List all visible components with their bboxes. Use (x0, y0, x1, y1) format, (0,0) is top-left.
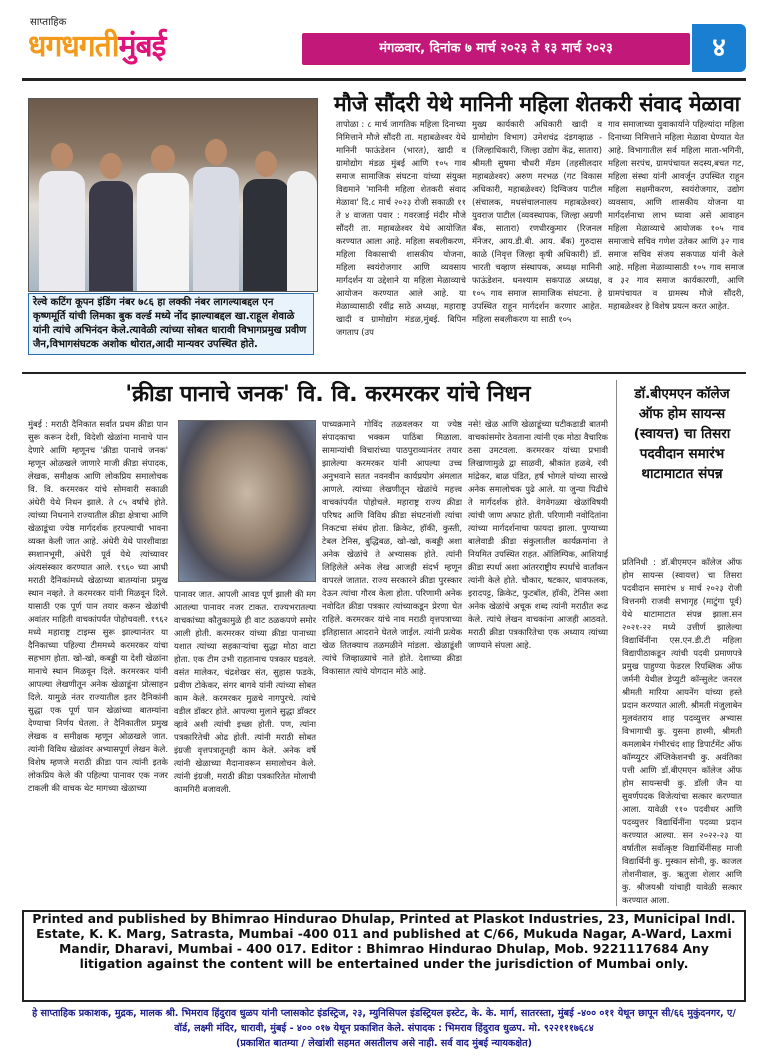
issue-date-bar: मंगळवार, दिनांक ७ मार्च २०२३ ते १३ मार्च २०२३ (302, 33, 690, 65)
article1-headline: मौजे सौंदरी येथे मानिनी महिला शेतकरी संवाद मेळावा (333, 92, 741, 116)
article2-column-4: नसे! खेळ आणि खेळाडूंच्या घटीकडाडी बातमी वाचकांसमोर ठेवताना त्यांनी एक मोठा वैचारिक ठसा उमटवला. करमरकर यांच्या प्रभावी लिखाणामुळे द्वा साळवी, श्रीकांत हळबे, रवी मांद्रेकर, बाळ पंडित, हर्ष भोगले यांच्या सारखे अनेक समालोचक पुढे आले. या जुन्या पिढीचे ते मार्गदर्शक होते. वेगवेगळ्या खेळांविषयी त्यांची जाण अफाट होती. परिणामी नवोदितांना त्यांच्या मार्गदर्शनाचा फायदा झाला. पुण्याच्या बालेवाडी क्रीडा संकुलातील कार्यक्रमांना ते नियमित उपस्थित राहत. ऑलिम्पिक, आशियाई क्रीडा स्पर्धा अशा आंतरराष्ट्रीय स्पर्धांचे वार्तांकन त्यांनी केले होते. चौकार, षटकार, धावफलक, इरादपट्ट, क्रिकेट, फुटबॉल, हॉकी, टेनिस अशा अनेक खेळांचे अचूक शब्द त्यांनी मराठीत रूढ केले. त्यांचे लेखन वाचकांना आजही आठवते. मराठी क्रीडा पत्रकारितेचा एक अध्याय त्यांच्या जाण्याने संपला आहे. (468, 419, 608, 650)
header-divider (22, 78, 746, 81)
column-divider (616, 380, 617, 906)
imprint-marathi: हे साप्ताहिक प्रकाशक, मुद्रक, मालक श्री. भिमराव हिंदुराव धुळप यांनी प्लासकोट इंडस्ट्रिज, २३, म्युनिसिपल इंडस्ट्रियल इस्टेट, के. के. मार्ग, सातरस्ता, मुंबई -४०० ०११ येथून छापून सी/६६ मुकुंदनगर, ए/ वॉर्ड, लक्ष्मी मंदिर, धारावी, मुंबई - ४०० ०१७ येथून प्रकाशित केले. संपादक : भिमराव हिंदुराव धुळप. मो. ९२२१११७६८४ (32, 1008, 736, 1034)
article2-headline: 'क्रीडा पानाचे जनक' वि. वि. करमरकर यांचे निधन (125, 382, 531, 407)
article3-headline: डॉ.बीएमएन कॉलेज ऑफ होम सायन्स (स्वायत्त) चा तिसरा पदवीदान समारंभ थाटामाटात संपन्न (633, 386, 731, 482)
masthead-city: मुंबई (118, 29, 166, 64)
masthead-title (28, 24, 165, 65)
masthead-weekly-label: साप्ताहिक (30, 17, 67, 28)
article2-column-1: मुंबई : मराठी दैनिकात सर्वात प्रथम क्रीडा पान सुरू करून देशी, विदेशी खेळांना मानाचे पान देणारे आणि म्हणूनच 'क्रीडा पानाचे जनक' म्हणून ओळखले जाणारे माजी क्रीडा संपादक, लेखक, समीक्षक आणि लोकप्रिय समालोचक वि. वि. करमरकर यांचे सोमवारी सकाळी अंधेरी येथे निधन झाले. ते ८५ वर्षांचे होते. त्यांच्या निधनाने राज्यातील क्रीडा क्षेत्राचा आणि खेळाडूंचा ज्येष्ठ मार्गदर्शक हरपल्याची भावना व्यक्त केली जात आहे. अंधेरी येथे पारशीवाडा स्मशानभूमी, अंधेरी पूर्व येथे त्यांच्यावर अंत्यसंस्कार करण्यात आले. १९६० च्या आधी मराठी दैनिकांमध्ये खेळाच्या बातम्यांना प्रमुख स्थान नव्हते. ते करमरकर यांनी मिळवून दिले. यासाठी एक पूर्ण पान तयार करून खेळांची अवांतर माहिती वाचकांपर्यंत पोहोचवली. १९६२ मध्ये महाराष्ट्र टाइम्स सुरू झाल्यानंतर या दैनिकाच्या पहिल्या टीममध्ये करमरकर यांचा सहभाग होता. खो-खो, कबड्डी या देशी खेळांना मानाचे स्थान मिळवून दिले. करमरकर यांनी आपल्या लेखणीतून अनेक खेळाडूंना प्रोत्साहन दिले. यामुळे नंतर राज्यातील इतर दैनिकांनी सुद्धा एक पूर्ण पान खेळांच्या बातम्यांना देण्याचा निर्णय घेतला. ते दैनिकातील प्रमुख लेखक व समीक्षक म्हणून ओळखले जात. त्यांनी विविध खेळांवर अभ्यासपूर्ण लेखन केले. विशेष म्हणजे मराठी क्रीडा पान त्यांनी इतके लोकप्रिय केले की पहिल्या पानावर एक नजर टाकली की वाचक थेट मागच्या खेळाच्या (28, 419, 168, 793)
article2-portrait-photo (178, 420, 316, 582)
article1-column-2: मुख्य कार्यकारी अधिकारी खादी व ग्रामोद्योग विभाग) उमेशचंद्र दंडगव्हाळ - (जिल्हाधिकारी, जिल्हा उद्योग केंद्र, सातारा) श्रीमती सुषमा चौधरी मॅडम (तहसीलदार महाबळेश्वर) अरुण मरभळ (गट विकास अधिकारी, महाबळेश्वर) दिग्विजय पाटील (संचालक, मधसंचालनालय महाबळेश्वर) युवराज पाटील (व्यवस्थापक, जिल्हा अग्रणी बँक, सातारा) रणधीरकुमार (रिजनल मॅनेजर, आय.डी.बी. आय. बँक) गुरुदास काळे (निवृत्त जिल्हा कृषी अधिकारी) डॉ. भारती चव्हाण संस्थापक, अध्यक्ष मानिनी फाऊंडेशन. धनश्याम सकपाळ अध्यक्ष, १०५ गाव समाज सामाजिक संघटना. हे उपस्थित राहून मार्गदर्शन करणार आहेत. महिला सबलीकरण या साठी १०५ (472, 119, 602, 324)
section-divider (22, 372, 746, 374)
article1-column-1: तापोळा : ८ मार्च जागतिक महिला दिनाच्या निमित्ताने मौजे सौंदरी ता. महाबळेश्वर येथे मानिनी फाऊंडेशन (भारत), खादी व ग्रामोद्योग मंडळ मुंबई आणि १०५ गाव समाज सामाजिक संघटना यांच्या संयुक्त विद्यमाने 'मानिनी महिला शेतकरी संवाद मेळावा' दि.८ मार्च २०२३ रोजी सकाळी ११ ते ४ वाजता पवार : गवरजाई मंदीर मौजे सौंदरी ता. महाबळेश्वर येथे आयोजित करण्यात आला आहे. महिला सबलीकरण, महिला विकासाची शासकीय योजना, महिला स्वयंरोजगार आणि व्यवसाय मार्गदर्शन या उद्देशाने या महिला मेळाव्याचे आयोजन करण्यात आले आहे. या मेळाव्यासाठी रवींद्र साठे अध्यक्ष, महाराष्ट्र खादी व ग्रामोद्योग मंडळ,मुंबई. बिपिन जगताप (उप (336, 119, 466, 337)
page-number: ४ (692, 24, 746, 72)
article1-photo (28, 98, 318, 292)
article2-column-2: पानावर जात. आपली आवड पूर्ण झाली की मग आतल्या पानावर नजर टाकत. राज्यभरातल्या वाचकांच्या कौतुकामुळे ही वाट ठळकपणे समोर आली होती. करमरकर यांच्या क्रीडा पानाच्या यशात त्यांच्या सहकाऱ्यांचा सुद्धा मोठा वाटा होता. एक टीम उभी राहतानाच पत्रकार घडवले. वसंत मालेकर, चंद्रशेखर संत, सुहास फडके, प्रवीण टोकेकर, संगर बागवे यांनी त्यांच्या सोबत काम केले. करमरकर मुळचे नागपुरचे. त्यांचे वडील डॉक्टर होते. आपल्या मुलाने सुद्धा डॉक्टर व्हावे अशी त्यांची इच्छा होती. पण, त्यांना पत्रकारितेची ओढ होती. त्यांनी मराठी सोबत इंग्रजी वृत्तपत्रातूनही काम केले. अनेक वर्षे त्यांनी खेळाच्या मैदानावरून समालोचन केले. त्यांनी इंग्रजी, मराठी क्रीडा पत्रकारितेत मोलाची कामगिरी बजावली. (174, 589, 316, 794)
article1-column-3: गाव समाजाच्या युवाकार्याने पहिल्यांदा महिला दिनाच्या निमित्ताने महिला मेळावा घेण्यात येत आहे. विभागातील सर्व महिला माता-भगिनी, महिला सरपंच, ग्रामपंचायत सदस्य,बचत गट, महिला संस्था यांनी आवर्जून उपस्थित राहून महिला सक्षमीकरण, स्वयंरोजगार, उद्योग व्यवसाय, आणि शासकीय योजना या मार्गदर्शनाचा लाभ घ्यावा असे आवाहन महिला मेळाव्याचे आयोजक १०५ गाव समाजाचे सचिव गणेश उतेकर आणि ३२ गाव समाज सचिव संजय सकपाळ यांनी केले आहे. महिला मेळाव्यासाठी १०५ गाव समाज व ३२ गाव समाज कार्यकारणी, आणि ग्रामपंचायत व ग्रामस्थ मौजे सौंदरी, महाबळेश्वर हे विशेष प्रयत्न करत आहेत. (608, 119, 744, 311)
imprint-english: Printed and published by Bhimrao Hindurao Dhulap, Printed at Plaskot Industries, 23, Municipal Indl. Estate, K. K. Marg, Satrasta, Mumbai -400 011 and published at C/66, Mukuda Nagar, A-Ward, Laxmi Mandir, Dharavi, Mumbai - 400 017. Editor : Bhimrao Hindurao Dhulap, Mob. 9221117684 Any litigation against the content will be entertained under the jurisdiction of Mumbai only. (32, 912, 736, 971)
disclaimer-note: (प्रकाशित बातम्या / लेखांशी सहमत असतीलच असे नाही. सर्व वाद मुंबई न्यायकक्षेत) (235, 1038, 533, 1049)
masthead-name: धगधगती (28, 29, 119, 64)
article3-body: प्रतिनिधी : डॉ.बीएमएन कॉलेज ऑफ होम सायन्स (स्वायत्त) चा तिसरा पदवीदान समारंभ ४ मार्च २०२३ रोजी वित्तनमी राजवी सभागृह (माटुंगा पूर्व) येथे थाटामाटात संपन्न झाला.सन २०२१-२२ मध्ये उत्तीर्ण झालेल्या विद्यार्थिनींना एस.एन.डी.टी महिला विद्यापीठाकडून त्यांची पदवी प्रमाणपत्रे प्रमुख पाहुण्या फेडरल रिपब्लिक ऑफ जर्मनी येथील डेप्युटी कॉन्सुलेट जनरल श्रीमती मारिया आयनेंग यांच्या हस्ते प्रदान करण्यात आली. श्रीमती मंजुलाबेन मुलवंतराय शाह पदव्युत्तर अभ्यास विभागाची कु. युसना हाश्मी, श्रीमती कमलाबेन गंभीरचंद शाह डिपार्टमेंट ऑफ कॉम्प्युटर ॲप्लिकेशनची कु. अवंतिका पत्ती आणि डॉ.बीएमएन कॉलेज ऑफ होम सायन्सची कु. डॉली जैन या सुवर्णपदक विजेत्यांचा सत्कार करण्यात आला. यावेळी ११० पदवीधर आणि पदव्युत्तर विद्यार्थिनींना पदव्या प्रदान करण्यात आल्या. सन २०२२-२३ या वर्षातील सर्वोत्कृष्ट विद्यार्थिनींसह माजी विद्यार्थिनी कु. मुस्कान सोनी, कु. काजल तोशनीवाल, कु. ऋतुजा शेलार आणि कु. श्रीजयश्री यांचाही यावेळी सत्कार करण्यात आला. (622, 557, 742, 905)
article2-column-3: पाच्यक्रमाने गोविंद तळवलकर या ज्येष्ठ संपादकाचा भक्कम पाठिंबा मिळाला. सामान्यांची विचारांच्या पाठपुराव्यानंतर तयार झालेल्या करमरकर यांनी आपल्या उच्च अनुभवाने सतत नवनवीन कार्यप्रयोग अंमलात आणले. त्यांच्या लेखणीतून खेळांचे महत्त्व वाचकांपर्यंत पोहोचले. महाराष्ट्र राज्य क्रीडा परिषद आणि विविध क्रीडा संघटनांशी त्यांचा निकटचा संबंध होता. क्रिकेट, हॉकी, कुस्ती, टेबल टेनिस, बुद्धिबळ, खो-खो, कबड्डी अशा अनेक खेळांचे ते अभ्यासक होते. त्यांनी लिहिलेले अनेक लेख आजही संदर्भ म्हणून वापरले जातात. राज्य सरकारने क्रीडा पुरस्कार देऊन त्यांचा गौरव केला होता. परिणामी अनेक नवोदित क्रीडा पत्रकार त्यांच्याकडून प्रेरणा घेत राहिले. करमरकर यांचे नाव मराठी वृत्तपत्राच्या इतिहासात आदराने घेतले जाईल. त्यांनी प्रत्येक खेळ तितक्याच तळमळीने मांडला. खेळाडूंशी त्यांचे जिव्हाळ्याचे नाते होते. देशाच्या क्रीडा विकासात त्यांचे योगदान मोठे आहे. (322, 419, 462, 676)
article1-photo-caption: रेल्वे कटिंग कूपन इंडिंग नंबर ७८६ हा लक्की नंबर लागल्याबद्दल एन कृष्णमूर्ति यांची लिमका बुक वर्ल्ड मध्ये नोंद झाल्याबद्दल खा.राहूल शेवाळे यांनी त्यांचे अभिनंदन केले.त्यावेळी त्यांच्या सोबत धारावी विभागप्रमुख प्रवीण जैन,विभागसंघटक अशोक थोरात,आदी मान्यवर उपस्थित होते. (28, 293, 314, 355)
